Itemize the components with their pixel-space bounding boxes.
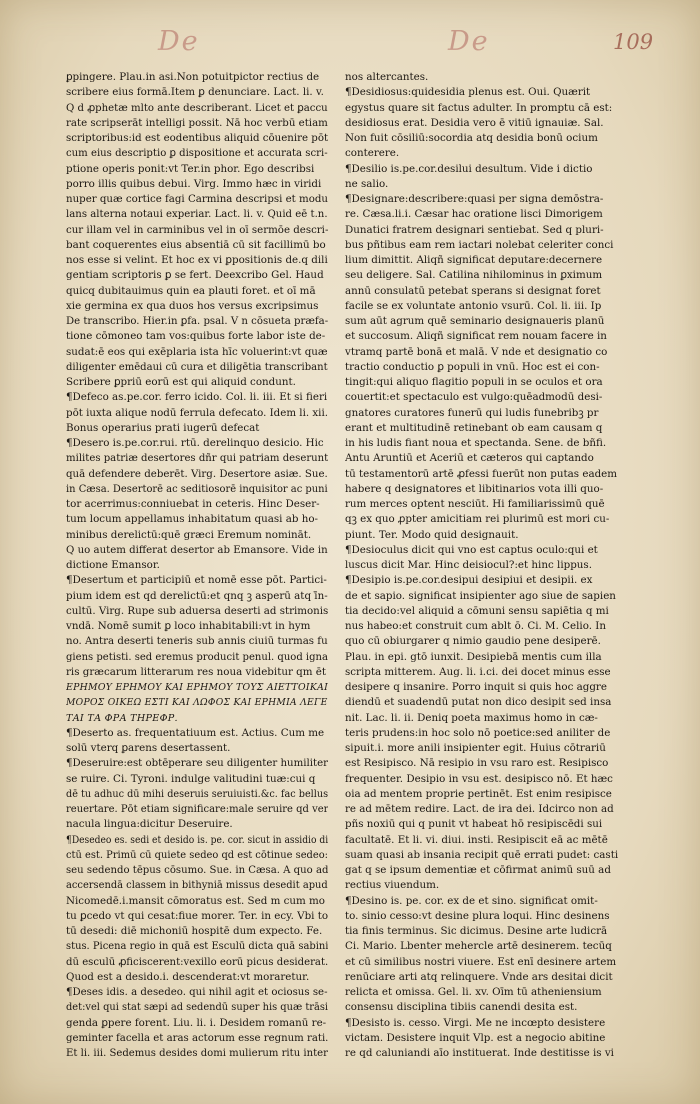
text-line: erant et multitudinē retinebant ob eam causam q [345, 421, 603, 434]
text-line: pōt iuxta alique nodū ferrula defecato. Idem li. xii. [66, 406, 328, 419]
text-line: milites patriæ desertores dñr qui patriam deserunt [66, 452, 328, 465]
text-line: tum locum appellamus inhabitatum quasi ab ho- [66, 513, 319, 526]
text-line: tor acerrimus:conniuebat in ceteris. Hinc Deser- [66, 498, 320, 510]
text-line: ΕΡΗΜΟΥ ΕΡΗΜΟΥ ΚΑΙ ΕΡΗΜΟΥ ΤΟΥΣ ΑΙΕΤΤΟΙΚΑΙ [66, 682, 328, 693]
text-line: no. Antra deserti teneris sub annis ciuiū turmas fu [66, 635, 328, 648]
text-line: renūciare arti atq relinquere. Vnde ars desitai dicit [345, 970, 613, 983]
handwritten-heading-left: De [158, 26, 200, 57]
text-line: lans alterna notaui experiar. Lact. li. v. Quid eē t.n. [66, 208, 328, 221]
text-line: scribere eius formā.Item ꝑ denunciare. Lact. li. v. [66, 86, 324, 99]
text-line: pium idem est qd derelictū:et qnq ꝫ asperū atq ī̄n- [66, 589, 328, 602]
text-column-right [345, 70, 645, 1061]
text-line: ¶Desedeo es. sedi et desido is. pe. cor. sicut in assidio di [66, 833, 328, 846]
text-line: ris græcarum litterarum res noua videbitur qm ēt [66, 665, 327, 678]
text-line: se ruire. Ci. Tyroni. indulge valitudini tuæ:cui q [66, 772, 316, 785]
text-line: annū consulatū petebat sperans si designat foret [345, 284, 601, 297]
text-line: egystus quare sit factus adulter. In promptu cā est: [345, 101, 613, 114]
text-line: ¶Deses idis. a desedeo. qui nihil agit et ociosus se- [66, 986, 328, 998]
text-line: habere q designatores et libitinarios vota illi quo- [345, 482, 604, 495]
text-line: couertit:et spectaculo est vulgo:quēadmodū desi- [345, 391, 603, 404]
text-line: Scribere ꝑpriū eorū est qui aliquid condunt. [66, 376, 296, 388]
text-line: tia finis terminus. Sic dicimus. Desine arte ludicrā [345, 925, 608, 937]
text-line: tū testamentorū artē ꝓfessi fuerūt non putas eadem [345, 467, 618, 480]
text-line: desidiosus erat. Desidia vero ē vitiū ignauiæ. Sal. [345, 116, 604, 129]
text-line: nuper quæ cortice fagi Carmina descripsi et modu [66, 193, 328, 205]
text-line: dē tu adhuc dū mihi deseruis seruiuisti.&c. fac bellus [66, 787, 328, 800]
text-line: cum eius descriptio ꝑ dispositione et accurata scri- [66, 147, 328, 160]
text-line: re ad mētem redire. Lact. de ira dei. Idcirco non ad [345, 803, 614, 815]
text-line: ΜΟΡΟΣ ΟΙΚΕΩ ΕΣΤΙ ΚΑΙ ΛΩΦΟΣ ΚΑΙ ΕΡΗΜΙΑ ΛΕΓΕ [66, 697, 328, 709]
text-line: teris prudens:in hoc solo nō poetice:sed aniliter de [345, 726, 611, 739]
text-line: ¶Defeco as.pe.cor. ferro icido. Col. li. iii. Et si fieri [66, 391, 328, 404]
text-line: to. sinio cesso:vt desine plura loqui. Hinc desinens [345, 909, 610, 922]
text-line: ¶Deserto as. frequentatiuum est. Actius. Cum me [66, 726, 325, 739]
text-line: diligenter emēdaui cū cura et diligētia transcribant [66, 360, 328, 373]
text-line: dū esculū ꝓficiscerent:vexillo eorū picus desiderat. [66, 955, 328, 968]
text-line: Plau. in epi. gtō iunxit. Desipiebā mentis cum illa [345, 650, 602, 663]
text-line: ¶Desertum et participiū et nomē esse pōt. Partici- [66, 574, 327, 587]
text-line: accersendā classem in bithyniā missus desedit apud [66, 879, 328, 892]
text-line: qꝫ ex quo ꝓpter amicitiam rei plurimū est mori cu- [345, 513, 610, 526]
text-line: gat q se ipsum dementiæ et cōfirmat animū suū ad [345, 864, 611, 876]
text-line: ¶Desioculus dicit qui vno est captus oculo:qui et [345, 543, 598, 556]
text-line: gentiam scriptoris ꝑ se fert. Deexcribo Gel. Haud [66, 269, 324, 282]
text-line: in his ludis fiant noua et spectanda. Sene. de bñfi. [345, 437, 607, 449]
text-line: re qd caluniandi aīo instituerat. Inde destitisse is vi [345, 1047, 614, 1059]
text-line: minibus derelictū:quē græci Eremum nomināt. [66, 528, 312, 541]
text-line: De transcribo. Hier.in ꝑfa. psal. V n cōsueta præfa- [66, 315, 328, 327]
text-line: Non fuit cōsiliū:socordia atq desidia bonū ocium [345, 132, 598, 144]
text-line: Et li. iii. Sedemus desides domi mulierum ritu inter [66, 1047, 328, 1059]
text-line: ctū est. Primū cū quiete sedeo qd est cōtinue sedeo: [66, 848, 328, 861]
text-column-left [66, 70, 328, 1061]
text-line: est Resipisco. Nā resipio in vsu raro est. Resipisco [345, 757, 609, 770]
text-line: tū desedi: diē michoniū hospitē dum expecto. Fe. [66, 925, 323, 937]
text-line: in Cæsa. Desertorē ac seditiosorē inquisitor ac puni [66, 482, 328, 495]
text-line: sum aūt agrum quē seminario designaueris planū [345, 315, 605, 327]
text-line: suam quasi ab insania recipit quē errati pudet: casti [345, 848, 619, 861]
text-line: det:vel qui stat sæpi ad sedendū super his quæ trāsi [66, 1001, 328, 1014]
text-line: scriptoribus:id est eodentibus aliquid cōuenire pōt [66, 132, 328, 144]
text-line: relicta et omissa. Gel. li. xv. Oīm tū atheniensium [345, 986, 602, 998]
text-line: giens petisti. sed eremus producit penul. quod igna [66, 650, 328, 663]
text-line: reuertare. Pōt etiam significare:male seruire qd ver [66, 803, 328, 815]
text-line: ne salio. [345, 177, 389, 190]
text-line: ¶Desilio is.pe.cor.desilui desultum. Vide i dictio [345, 162, 593, 175]
text-line: nus habeo:et construit cum ablt ō. Ci. M. Celio. In [345, 620, 606, 632]
text-line: scripta mitterem. Aug. li. i.ci. dei docet minus esse [345, 665, 611, 678]
text-line: facultatē. Et li. vi. diui. insti. Resipiscit eā ac mētē [345, 833, 608, 846]
text-line: nacula lingua:dicitur Deseruire. [66, 818, 233, 831]
text-line: tione cōmoneo tam vos:quibus forte labor iste de- [66, 330, 326, 343]
text-line: piunt. Ter. Modo quid designauit. [345, 528, 519, 541]
text-line: frequenter. Desipio in vsu est. desipisco nō. Et hæc [345, 772, 613, 785]
text-line: et cū similibus nostri viuere. Est enī desinere artem [345, 955, 617, 968]
text-line: oia ad mentem proprie pertinēt. Est enim resipisce [345, 787, 612, 800]
text-line: Ci. Mario. Lbenter mehercle artē desinerem. tecūq [345, 940, 612, 953]
text-line: Antu Aruntiū et Aceriū et cæteros qui captando [345, 452, 594, 465]
folio-number: 109 [613, 30, 654, 54]
text-line: sipuit.i. more anili insipienter egit. Huius cōtrariū [345, 742, 606, 754]
text-line: rectius viuendum. [345, 879, 440, 892]
text-line: Q uo autem differat desertor ab Emansore. Vide in [66, 543, 328, 556]
text-line: tingit:qui aliquo flagitio populi in se oculos et ora [345, 376, 603, 388]
text-line: quo cū obiurgarer q nimio gaudio pene desiperē. [345, 635, 601, 648]
text-line: lium dimittit. Aliqñ significat deputare:decernere [345, 254, 603, 266]
text-line: tia decido:vel aliquid a cōmuni sensu sapiētia q mi [345, 604, 609, 617]
text-line: ¶Designare:describere:quasi per signa demōstra- [345, 193, 604, 205]
text-line: Quod est a desido.i. descenderat:vt moraretur. [66, 970, 310, 983]
text-line: genda ꝑpere forent. Liu. li. i. Desidem romanū re- [66, 1016, 327, 1029]
text-line: et succosum. Aliqñ significat rem nouam facere in [345, 330, 607, 343]
text-line: ¶Desipio is.pe.cor.desipui desipiui et desipii. ex [345, 574, 593, 587]
text-line: vndā. Nomē sumit ꝑ loco inhabitabili:vt in hym [66, 620, 311, 632]
text-line: luscus dicit Mar. Hinc deisiocul?:et hinc lippus. [345, 559, 592, 571]
text-line: sudat:ē eos qui exēplaria ista hīc voluerint:vt quæ [66, 345, 328, 358]
text-line: gnatores curatores funerū qui ludis funebribꝫ pr [345, 406, 599, 419]
text-line: Bonus operarius prati iugerū defecat [66, 421, 260, 434]
text-line: ¶Desero is.pe.cor.rui. rtū. derelinquo desicio. Hic [66, 437, 324, 449]
text-line: re. Cæsa.li.i. Cæsar hac oratione lisci Dimorigem [345, 208, 603, 221]
text-line: ¶Desino is. pe. cor. ex de et sino. significat omit- [345, 894, 598, 907]
text-line: seu deligere. Sal. Catilina nihilominus in ꝑximum [345, 269, 603, 282]
text-line: rum merces optent nesciūt. Hi familiarissimū quē [345, 498, 605, 510]
text-line: ¶Desisto is. cesso. Virgi. Me ne incœpto desistere [345, 1016, 606, 1029]
text-line: vtramq partē bonā et malā. V nde et designatio co [345, 345, 608, 358]
text-line: tu ꝑcedo vt qui cesat:fiue morer. Ter. in ecy. Vbi to [66, 909, 328, 922]
text-line: consensu disciplina tibiis canendi desita est. [345, 1001, 578, 1014]
text-line: Nicomedē.i.mansit cōmoratus est. Sed m cum mo [66, 894, 326, 907]
text-line: pñs noxiū qui q punit vt habeat hō resipiscēdi sui [345, 818, 603, 831]
text-line: dictione Emansor. [66, 559, 160, 571]
text-line: quicq dubitauimus quin ea plauti foret. et oī mā [66, 284, 316, 297]
text-line: stus. Picena regio in quā est Esculū dicta quā sabini [66, 940, 328, 953]
text-line: seu sedendo tēpus cōsumo. Sue. in Cæsa. A quo ad [66, 864, 328, 876]
handwritten-heading-right: De [448, 26, 490, 57]
text-line: rate scripserāt intelligi possit. Nā hoc verbū etiam [66, 116, 328, 129]
text-line: cultū. Virg. Rupe sub aduersa deserti ad strimonis [66, 604, 328, 617]
text-line: tractio conductio ꝑ populi in vnū. Hoc est ei con- [345, 360, 600, 373]
text-line: bus pñtibus eam rem iactari nolebat celeriter conci [345, 238, 614, 251]
text-line: nit. Lac. li. ii. Deniq poeta maximus homo in cæ- [345, 711, 598, 724]
text-line: quā defendere deberēt. Virg. Desertore asiæ. Sue. [66, 467, 328, 480]
text-line: xie germina ex qua duos hos versus excripsimus [66, 299, 319, 312]
text-line: nos esse si velint. Et hoc ex vi ꝑpositionis de.q dili [66, 254, 328, 266]
text-line: Dunatici fratrem designari sentiebat. Sed q pluri- [345, 223, 604, 236]
text-line: cur illam vel in carminibus vel in oī sermōe descri- [66, 223, 328, 236]
text-line: bant coquerentes eius absentiā cū sit facillimū bo [66, 238, 326, 251]
text-line: solū vterq ꝑarens desertassent. [66, 742, 231, 754]
text-line: ΤΑΙ ΤΑ ΦΡΑ ΤΗΡΕΦΡ. [66, 712, 178, 724]
text-line: porro illis quibus debui. Virg. Immo hæc in viridi [66, 177, 322, 190]
text-line: Q d ꝓphetæ mlto ante describerant. Licet et ꝑaccu [66, 101, 328, 114]
text-line: geminter facella et aras actorum esse regnum rati. [66, 1031, 328, 1044]
text-line: ¶Desidiosus:quidesidia plenus est. Oui. Quærit [345, 86, 591, 99]
text-line: ptione operis ponit:vt Ter.in phor. Ego describsi [66, 162, 315, 175]
text-line: conterere. [345, 147, 400, 160]
text-line: de et sapio. significat insipienter ago siue de sapien [345, 589, 616, 602]
text-line: victam. Desistere inquit Vlp. est a negocio abitine [345, 1031, 606, 1044]
text-line: ¶Deseruire:est obtēperare seu diligenter humiliter [66, 757, 328, 770]
text-line: nos altercantes. [345, 71, 429, 83]
text-line: ꝑpingere. Plau.in asi.Non potuitpictor rectius de [66, 71, 320, 83]
text-line: facile se ex voluntate antonio vsurū. Col. li. iii. Ip [345, 299, 602, 312]
text-line: diendū et suadendū putat non dico desipit sed insa [345, 696, 612, 709]
text-line: desipere q insanire. Porro inquit si quis hoc aggre [345, 681, 607, 693]
